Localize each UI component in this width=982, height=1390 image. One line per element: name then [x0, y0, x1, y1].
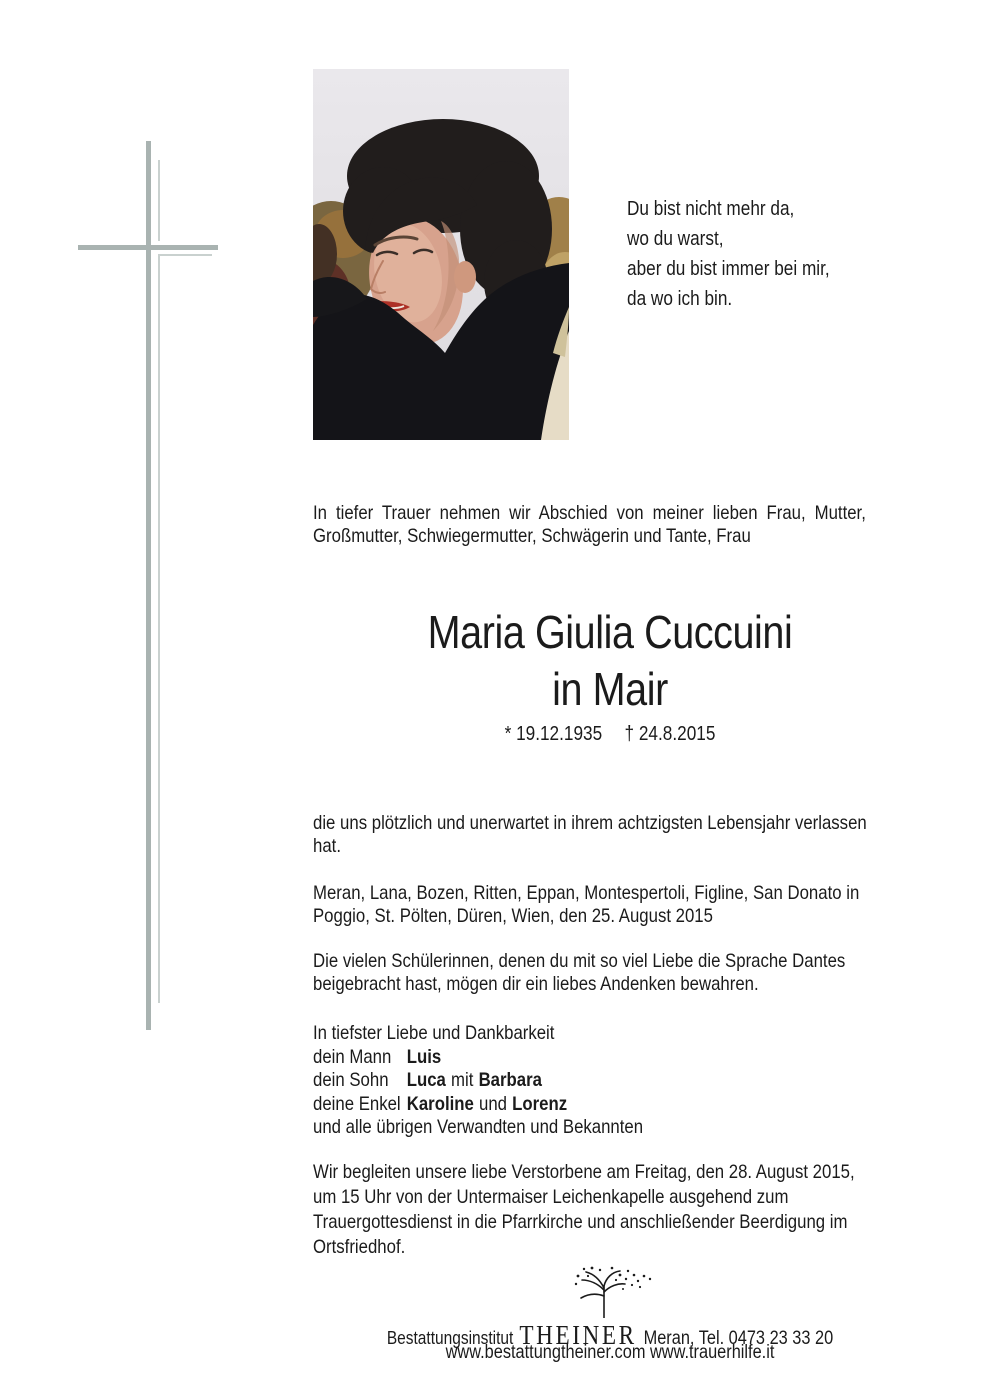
funeral-line: um 15 Uhr von der Untermaiser Leichenkapelle ausgehend zum: [313, 1186, 789, 1208]
paragraph-students: [313, 950, 906, 996]
family-name: Karoline: [406, 1092, 474, 1115]
deceased-name-heading: [355, 604, 866, 718]
farewell-heading: In tiefster Liebe und Dankbarkeit: [313, 1022, 555, 1044]
conjunction: mit: [451, 1069, 474, 1091]
portrait-photo: [313, 69, 569, 440]
paragraph-line: hat.: [313, 835, 341, 857]
footer-websites: www.bestattungtheiner.com www.trauerhilfe.it: [445, 1342, 775, 1363]
paragraph-line: Die vielen Schülerinnen, denen du mit so viel Liebe die Sprache Dantes: [313, 950, 846, 972]
family-name: Luca: [406, 1069, 446, 1091]
funeral-line: Trauergottesdienst in die Pfarrkirche und anschließender Beerdigung im: [313, 1211, 848, 1233]
poem-line: da wo ich bin.: [627, 288, 733, 310]
funeral-line: Ortsfriedhof.: [313, 1236, 406, 1258]
relation-label: dein Mann: [313, 1045, 392, 1068]
paragraph-places: [313, 882, 906, 928]
institute-label: Bestattungsinstitut: [386, 1328, 514, 1348]
life-dates: [355, 723, 866, 746]
intro-paragraph: [313, 502, 906, 548]
birth-date: * 19.12.1935: [504, 723, 603, 745]
portrait-photo-image: [313, 69, 569, 440]
family-row: [313, 1069, 906, 1093]
death-date: † 24.8.2015: [624, 723, 716, 745]
relation-label: deine Enkel: [313, 1092, 401, 1115]
poem-line: wo du warst,: [627, 228, 724, 250]
paragraph-line: Meran, Lana, Bozen, Ritten, Eppan, Montespertoli, Figline, San Donato in: [313, 882, 860, 904]
tree-icon: [568, 1266, 654, 1318]
family-row: [313, 1093, 906, 1117]
paragraph-line: beigebracht hast, mögen dir ein liebes Andenken bewahren.: [313, 973, 759, 995]
cross-horizontal-shadow: [160, 254, 212, 256]
funeral-info: [313, 1160, 906, 1260]
cross-vertical-shadow-top: [158, 160, 160, 241]
paragraph-line: Poggio, St. Pölten, Düren, Wien, den 25. August 2015: [313, 905, 713, 927]
family-name: Barbara: [478, 1069, 542, 1091]
conjunction: und: [479, 1092, 507, 1115]
poem-line: Du bist nicht mehr da,: [627, 198, 795, 220]
cross-horizontal-line: [78, 245, 218, 250]
family-name: Luis: [406, 1045, 442, 1068]
cross-vertical-shadow-bottom: [158, 254, 160, 1003]
funeral-line: Wir begleiten unsere liebe Verstorbene am Freitag, den 28. August 2015,: [313, 1161, 855, 1183]
poem: [627, 194, 830, 314]
contact-info: Meran, Tel. 0473 23 33 20: [643, 1328, 834, 1349]
intro-line: Großmutter, Schwiegermutter, Schwägerin und Tante, Frau: [313, 525, 751, 547]
intro-line: In tiefer Trauer nehmen wir Abschied von meiner lieben Frau, Mutter,: [313, 502, 866, 524]
brand-name: THEINER: [519, 1320, 637, 1350]
farewell-closing: und alle übrigen Verwandten und Bekannten: [313, 1116, 644, 1138]
family-row: [313, 1046, 906, 1070]
farewell-block: [313, 1022, 906, 1140]
family-name: Lorenz: [512, 1092, 568, 1115]
relation-label: dein Sohn: [313, 1069, 389, 1091]
paragraph-passing: [313, 812, 906, 858]
deceased-name-line1: Maria Giulia Cuccuini: [427, 606, 793, 658]
deceased-name-line2: in Mair: [552, 663, 668, 715]
poem-line: aber du bist immer bei mir,: [627, 258, 830, 280]
paragraph-line: die uns plötzlich und unerwartet in ihrem achtzigsten Lebensjahr verlassen: [313, 812, 867, 834]
cross-vertical-line: [146, 141, 151, 1030]
